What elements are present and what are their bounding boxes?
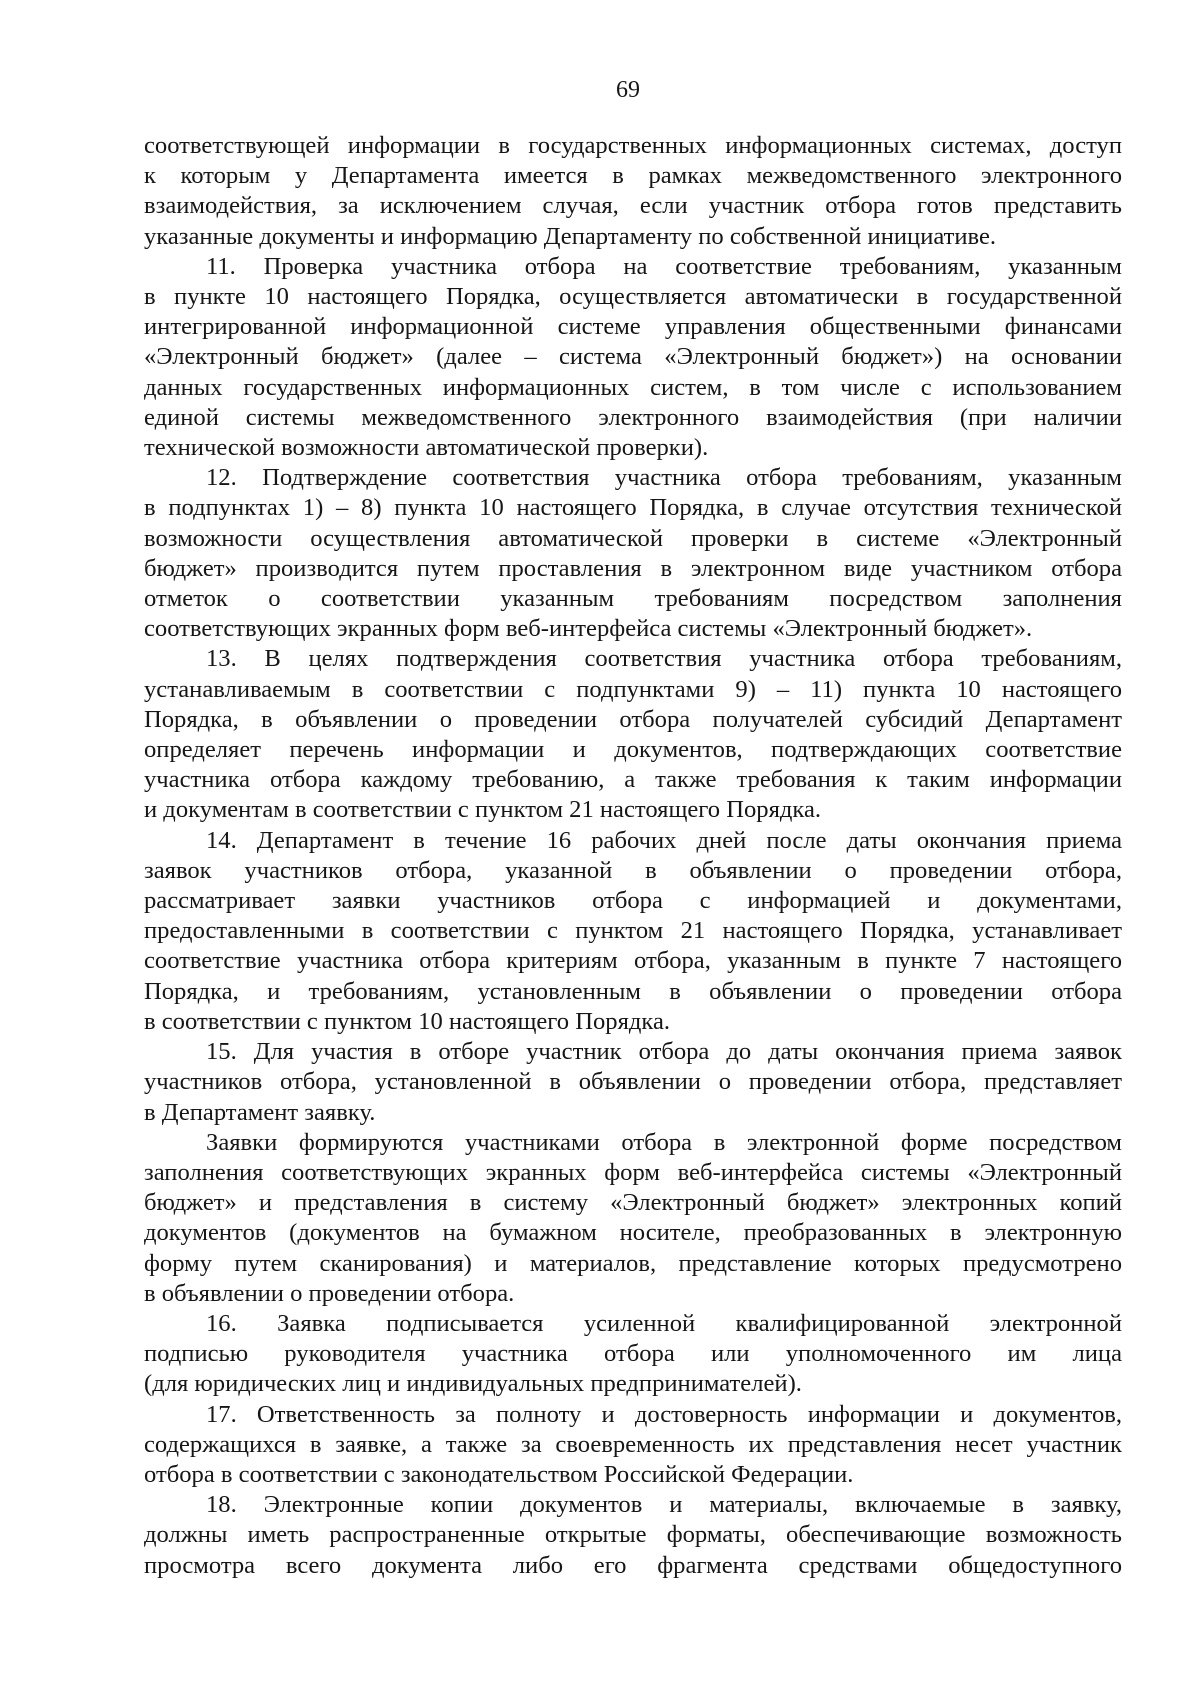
- text-line: устанавливаемым в соответствии с подпунктами 9) – 11) пункта 10 настоящего: [144, 675, 1122, 703]
- paragraph-16-start: 16. Заявка подписывается усиленной квалифицированной электронной: [206, 1309, 1122, 1337]
- paragraph-14-start: 14. Департамент в течение 16 рабочих дней после даты окончания приема: [206, 826, 1122, 854]
- text-line: к которым у Департамента имеется в рамках межведомственного электронного: [144, 162, 1122, 190]
- text-line: заявок участников отбора, указанной в объявлении о проведении отбора,: [144, 856, 1122, 884]
- text-line: в подпунктах 1) – 8) пункта 10 настоящего Порядка, в случае отсутствия технической: [144, 494, 1122, 522]
- text-line: указанные документы и информацию Департаменту по собственной инициативе.: [144, 222, 997, 250]
- text-line: отметок о соответствии указанным требованиям посредством заполнения: [144, 585, 1122, 613]
- text-line: подписью руководителя участника отбора или уполномоченного им лица: [144, 1340, 1122, 1368]
- paragraph-12-start: 12. Подтверждение соответствия участника отбора требованиям, указанным: [206, 464, 1122, 492]
- page-number: 69: [616, 77, 640, 103]
- text-line: единой системы межведомственного электронного взаимодействия (при наличии: [144, 403, 1122, 431]
- text-line: технической возможности автоматической проверки).: [144, 434, 709, 462]
- text-line: в соответствии с пунктом 10 настоящего Порядка.: [144, 1007, 671, 1035]
- text-line: просмотра всего документа либо его фрагмента средствами общедоступного: [144, 1551, 1122, 1579]
- text-line: определяет перечень информации и документов, подтверждающих соответствие: [144, 736, 1122, 764]
- text-line: должны иметь распространенные открытые форматы, обеспечивающие возможность: [144, 1521, 1122, 1549]
- text-line: содержащихся в заявке, а также за своевременность их представления несет участник: [144, 1430, 1122, 1458]
- text-line: заполнения соответствующих экранных форм веб-интерфейса системы «Электронный: [144, 1158, 1122, 1186]
- text-line: Порядка, в объявлении о проведении отбора получателей субсидий Департамент: [144, 705, 1122, 733]
- text-line: в объявлении о проведении отбора.: [144, 1279, 515, 1307]
- text-line: «Электронный бюджет» (далее – система «Электронный бюджет») на основании: [144, 343, 1122, 371]
- text-line: участника отбора каждому требованию, а также требования к таким информации: [144, 766, 1122, 794]
- text-line: рассматривает заявки участников отбора с информацией и документами,: [144, 887, 1122, 915]
- text-line: форму путем сканирования) и материалов, представление которых предусмотрено: [144, 1249, 1122, 1277]
- text-line: и документам в соответствии с пунктом 21 настоящего Порядка.: [144, 796, 822, 824]
- text-line: в пункте 10 настоящего Порядка, осуществляется автоматически в государственной: [144, 283, 1122, 311]
- text-line: возможности осуществления автоматической проверки в системе «Электронный: [144, 524, 1122, 552]
- paragraph-17-start: 17. Ответственность за полноту и достоверность информации и документов,: [206, 1400, 1122, 1428]
- text-line: бюджет» производится путем проставления в электронном виде участником отбора: [144, 554, 1122, 582]
- paragraph-15-continuation-start: Заявки формируются участниками отбора в электронной форме посредством: [206, 1128, 1122, 1156]
- text-line: данных государственных информационных систем, в том числе с использованием: [144, 373, 1122, 401]
- text-line: взаимодействия, за исключением случая, если участник отбора готов представить: [144, 192, 1122, 220]
- text-line: участников отбора, установленной в объявлении о проведении отбора, представляет: [144, 1068, 1122, 1096]
- text-line: предоставленными в соответствии с пунктом 21 настоящего Порядка, устанавливает: [144, 917, 1122, 945]
- document-body: [144, 131, 1122, 1581]
- text-line: (для юридических лиц и индивидуальных предпринимателей).: [144, 1370, 802, 1398]
- text-line: документов (документов на бумажном носителе, преобразованных в электронную: [144, 1219, 1122, 1247]
- paragraph-18-start: 18. Электронные копии документов и материалы, включаемые в заявку,: [206, 1491, 1122, 1519]
- text-line: бюджет» и представления в систему «Электронный бюджет» электронных копий: [144, 1189, 1122, 1217]
- paragraph-11-start: 11. Проверка участника отбора на соответствие требованиям, указанным: [206, 252, 1122, 280]
- text-line: Порядка, и требованиям, установленным в объявлении о проведении отбора: [144, 977, 1122, 1005]
- text-line: соответствующих экранных форм веб-интерфейса системы «Электронный бюджет».: [144, 615, 1033, 643]
- paragraph-13-start: 13. В целях подтверждения соответствия участника отбора требованиям,: [206, 645, 1122, 673]
- text-line: соответствующей информации в государственных информационных системах, доступ: [144, 132, 1122, 159]
- text-line: в Департамент заявку.: [144, 1098, 376, 1126]
- paragraph-15-start: 15. Для участия в отборе участник отбора до даты окончания приема заявок: [206, 1038, 1122, 1066]
- text-line: интегрированной информационной системе управления общественными финансами: [144, 313, 1122, 341]
- text-line: соответствие участника отбора критериям отбора, указанным в пункте 7 настоящего: [144, 947, 1122, 975]
- text-line: отбора в соответствии с законодательством Российской Федерации.: [144, 1460, 854, 1488]
